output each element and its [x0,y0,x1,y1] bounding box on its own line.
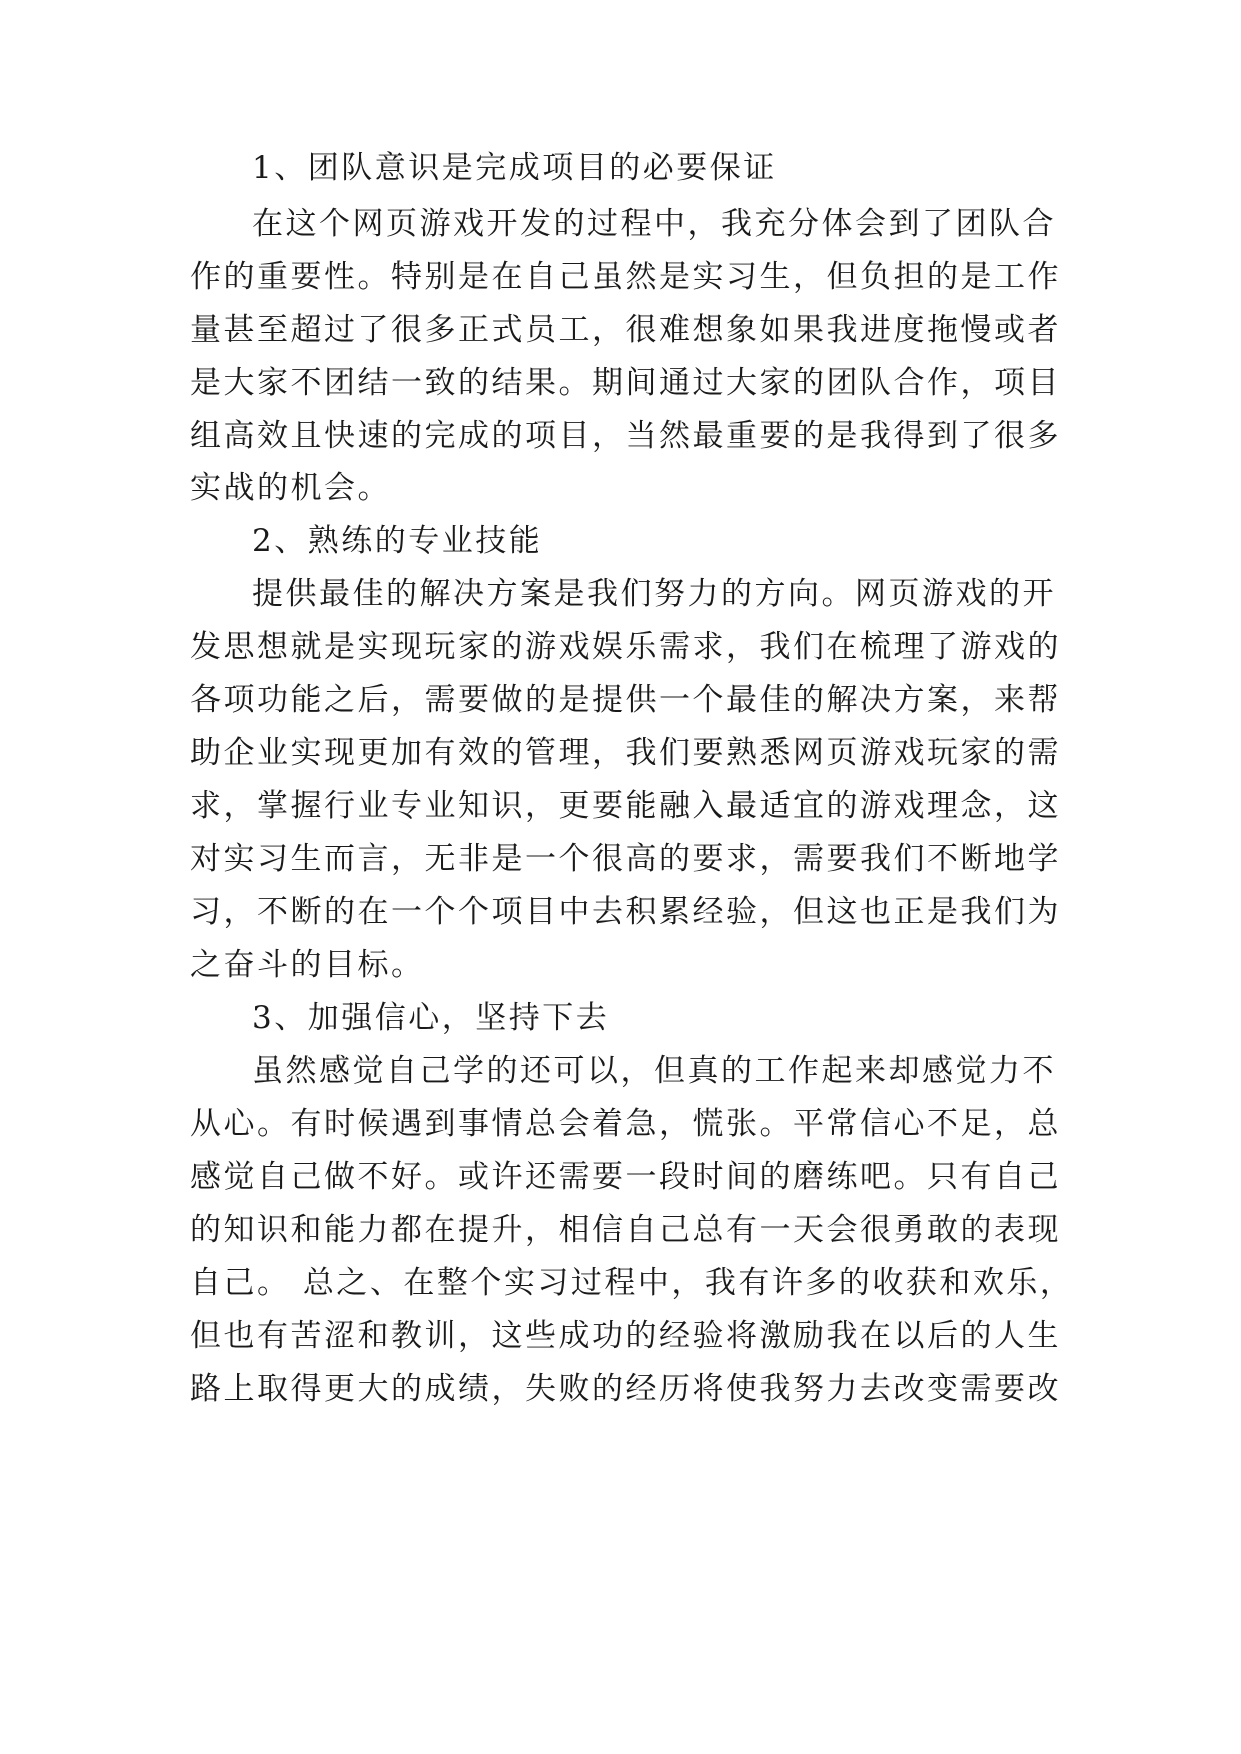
text-line: 路上取得更大的成绩，失败的经历将使我努力去改变需要改 [190,1371,1061,1407]
text-line: 作的重要性。特别是在自己虽然是实习生，但负担的是工作 [190,259,1061,295]
text-line: 但也有苦涩和教训，这些成功的经验将激励我在以后的人生 [190,1318,1061,1354]
text-line: 是大家不团结一致的结果。期间通过大家的团队合作，项目 [190,365,1061,401]
text-line: 求，掌握行业专业知识，更要能融入最适宜的游戏理念，这 [190,788,1061,824]
text-line: 提供最佳的解决方案是我们努力的方向。网页游戏的开 [252,576,1056,612]
heading-teamwork: 1、团队意识是完成项目的必要保证 [252,150,777,186]
text-line: 虽然感觉自己学的还可以，但真的工作起来却感觉力不 [252,1053,1056,1089]
text-line: 发思想就是实现玩家的游戏娱乐需求，我们在梳理了游戏的 [190,629,1061,665]
text-line: 各项功能之后，需要做的是提供一个最佳的解决方案，来帮 [190,682,1061,718]
text-line: 之奋斗的目标。 [190,947,425,983]
text-line: 的知识和能力都在提升，相信自己总有一天会很勇敢的表现 [190,1212,1061,1248]
text-line: 组高效且快速的完成的项目，当然最重要的是我得到了很多 [190,418,1061,454]
text-line: 助企业实现更加有效的管理，我们要熟悉网页游戏玩家的需 [190,735,1061,771]
text-line: 对实习生而言，无非是一个很高的要求，需要我们不断地学 [190,841,1061,877]
heading-confidence: 3、加强信心，坚持下去 [252,1000,610,1036]
text-line: 自己。 总之、在整个实习过程中，我有许多的收获和欢乐， [190,1265,1074,1301]
text-line: 习，不断的在一个个项目中去积累经验，但这也正是我们为 [190,894,1061,930]
text-line: 量甚至超过了很多正式员工，很难想象如果我进度拖慢或者 [190,312,1061,348]
text-line: 在这个网页游戏开发的过程中，我充分体会到了团队合 [252,206,1056,242]
text-line: 感觉自己做不好。或许还需要一段时间的磨练吧。只有自己 [190,1159,1061,1195]
heading-skills: 2、熟练的专业技能 [252,523,543,559]
text-line: 实战的机会。 [190,470,391,506]
text-line: 从心。有时候遇到事情总会着急，慌张。平常信心不足，总 [190,1106,1061,1142]
